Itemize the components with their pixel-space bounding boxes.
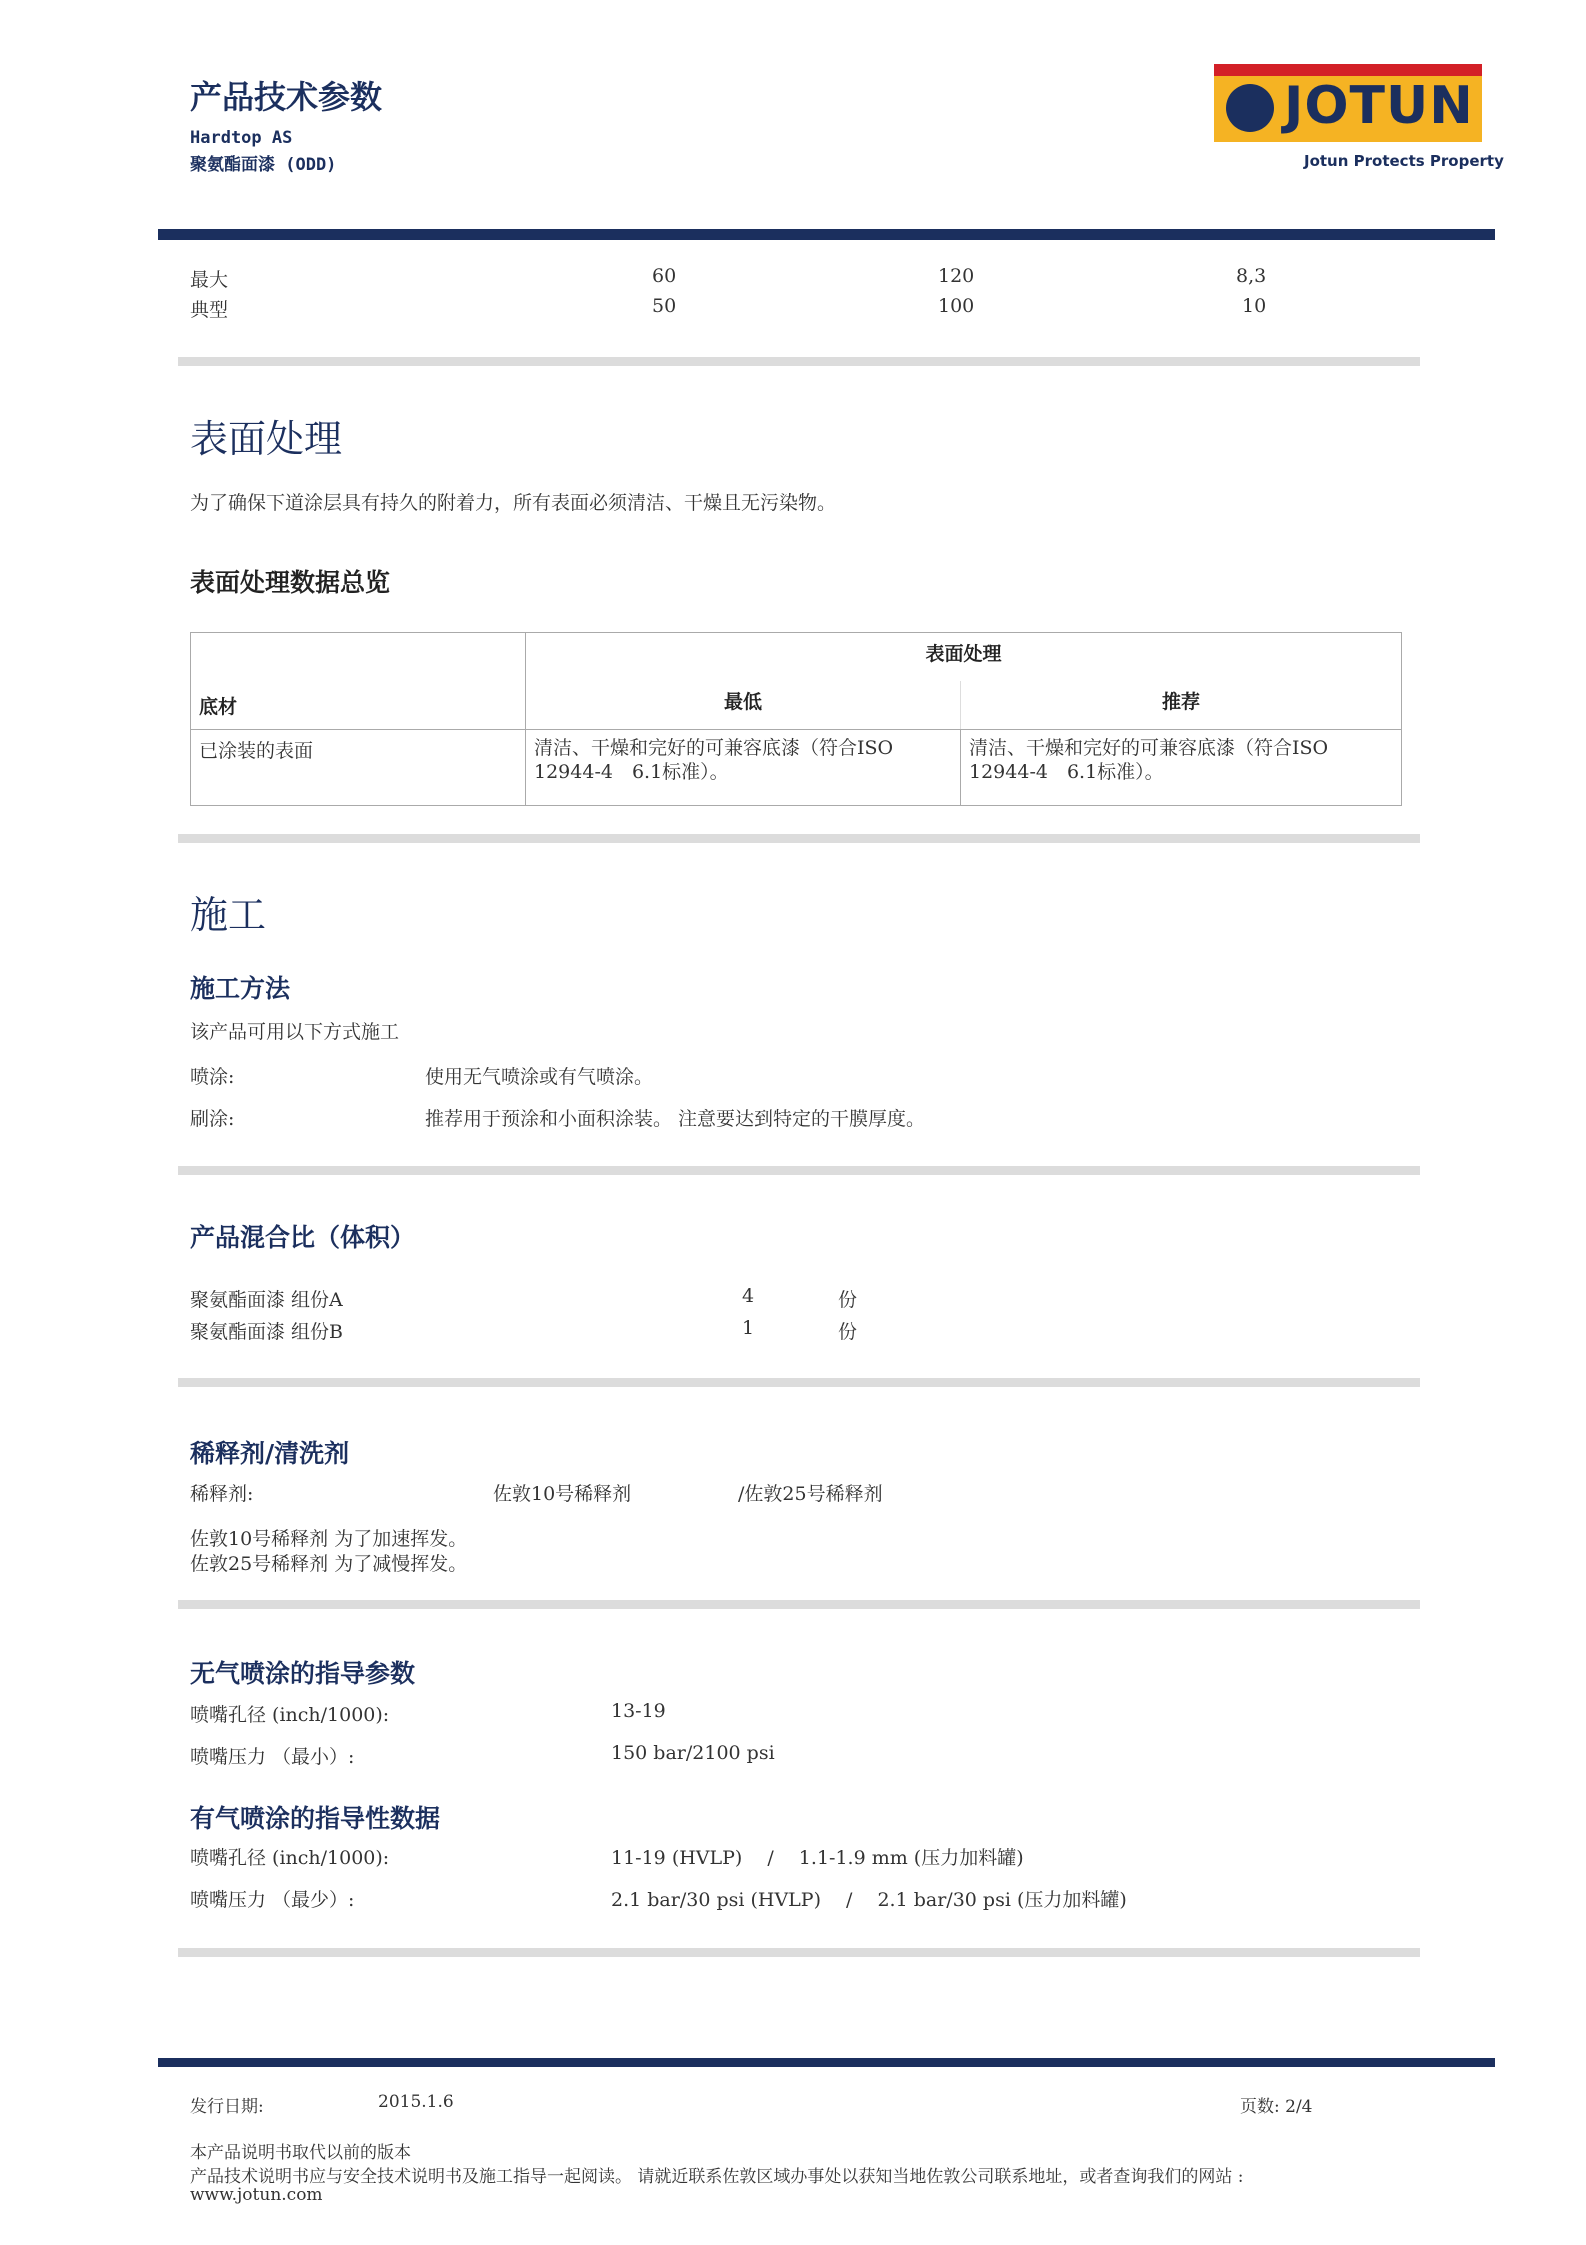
cell-rec: 清洁、干燥和完好的可兼容底漆（符合ISO 12944-4 6.1标准）。 bbox=[961, 730, 1402, 806]
airless-label: 喷嘴压力 （最小）: bbox=[190, 1746, 355, 1768]
mixing-name: 聚氨酯面漆 组份B bbox=[190, 1321, 344, 1343]
method-heading: 施工方法 bbox=[190, 974, 291, 1003]
section-divider bbox=[178, 1166, 1420, 1175]
airless-heading: 无气喷涂的指导参数 bbox=[190, 1659, 416, 1688]
method-value: 使用无气喷涂或有气喷涂。 bbox=[425, 1066, 654, 1088]
page-title: 产品技术参数 bbox=[190, 78, 383, 116]
film-row-value: 8,3 bbox=[1236, 265, 1267, 287]
film-row-label: 典型 bbox=[190, 299, 229, 321]
col-substrate: 底材 bbox=[191, 633, 526, 730]
surface-table bbox=[190, 632, 1402, 806]
mixing-qty: 1 bbox=[742, 1317, 755, 1339]
footer-rule bbox=[158, 2058, 1495, 2067]
air-spray-heading: 有气喷涂的指导性数据 bbox=[190, 1804, 441, 1833]
film-row-value: 10 bbox=[1242, 295, 1267, 317]
application-heading: 施工 bbox=[190, 893, 267, 937]
airless-label: 喷嘴孔径 (inch/1000): bbox=[190, 1704, 390, 1726]
header-rule bbox=[158, 229, 1495, 240]
cell-substrate: 已涂装的表面 bbox=[191, 730, 526, 806]
mixing-heading: 产品混合比（体积） bbox=[190, 1223, 416, 1252]
air-spray-label: 喷嘴孔径 (inch/1000): bbox=[190, 1847, 390, 1869]
col-group-header: 表面处理 bbox=[526, 633, 1402, 682]
thinner-heading: 稀释剂/清洗剂 bbox=[190, 1439, 350, 1468]
mixing-name: 聚氨酯面漆 组份A bbox=[190, 1289, 343, 1311]
logo-red-stripe bbox=[1214, 64, 1482, 76]
mixing-unit: 份 bbox=[838, 1321, 858, 1343]
thinner-note: 佐敦25号稀释剂 为了减慢挥发。 bbox=[190, 1553, 468, 1575]
page-number: 页数: 2/4 bbox=[1240, 2097, 1313, 2117]
surface-summary-heading: 表面处理数据总览 bbox=[190, 568, 391, 597]
mixing-unit: 份 bbox=[838, 1289, 858, 1311]
section-divider bbox=[178, 834, 1420, 843]
film-row-value: 100 bbox=[938, 295, 975, 317]
method-label: 刷涂: bbox=[190, 1108, 235, 1130]
website-link[interactable]: www.jotun.com bbox=[190, 2185, 323, 2205]
film-row-label: 最大 bbox=[190, 269, 229, 291]
film-row-value: 50 bbox=[652, 295, 677, 317]
mixing-qty: 4 bbox=[742, 1285, 755, 1307]
issue-label: 发行日期: bbox=[190, 2097, 264, 2117]
col-rec: 推荐 bbox=[961, 681, 1402, 730]
thinner-note: 佐敦10号稀释剂 为了加速挥发。 bbox=[190, 1528, 468, 1550]
section-divider bbox=[178, 1600, 1420, 1609]
thinner-value: 佐敦10号稀释剂 bbox=[493, 1483, 632, 1505]
cell-min: 清洁、干燥和完好的可兼容底漆（符合ISO 12944-4 6.1标准）。 bbox=[526, 730, 961, 806]
product-name: Hardtop AS bbox=[190, 128, 293, 148]
film-row-value: 120 bbox=[938, 265, 975, 287]
logo-tagline: Jotun Protects Property bbox=[1304, 152, 1504, 170]
logo-text: JOTUN bbox=[1284, 76, 1474, 136]
section-divider bbox=[178, 1948, 1420, 1957]
section-divider bbox=[178, 357, 1420, 366]
footer-line: 产品技术说明书应与安全技术说明书及施工指导一起阅读。 请就近联系佐敦区域办事处以获知当地佐敦公司联系地址，或者查询我们的网站 : bbox=[190, 2167, 1244, 2187]
thinner-label: 稀释剂: bbox=[190, 1483, 254, 1505]
method-value: 推荐用于预涂和小面积涂装。 注意要达到特定的干膜厚度。 bbox=[425, 1108, 926, 1130]
thinner-value: /佐敦25号稀释剂 bbox=[738, 1483, 883, 1505]
air-spray-value: 2.1 bar/30 psi (HVLP) / 2.1 bar/30 psi (压力加料罐) bbox=[611, 1889, 1127, 1911]
issue-date: 2015.1.6 bbox=[378, 2092, 454, 2112]
method-label: 喷涂: bbox=[190, 1066, 235, 1088]
footer-line: 本产品说明书取代以前的版本 bbox=[190, 2143, 411, 2163]
globe-icon bbox=[1226, 84, 1274, 132]
film-row-value: 60 bbox=[652, 265, 677, 287]
airless-value: 13-19 bbox=[611, 1700, 666, 1722]
air-spray-label: 喷嘴压力 （最少）: bbox=[190, 1889, 355, 1911]
air-spray-value: 11-19 (HVLP) / 1.1-1.9 mm (压力加料罐) bbox=[611, 1847, 1024, 1869]
surface-intro: 为了确保下道涂层具有持久的附着力，所有表面必须清洁、干燥且无污染物。 bbox=[190, 492, 837, 514]
col-min: 最低 bbox=[526, 681, 961, 730]
method-intro: 该产品可用以下方式施工 bbox=[190, 1021, 400, 1043]
section-divider bbox=[178, 1378, 1420, 1387]
product-subtitle: 聚氨酯面漆 (ODD) bbox=[190, 155, 337, 175]
airless-value: 150 bar/2100 psi bbox=[611, 1742, 775, 1764]
surface-heading: 表面处理 bbox=[190, 417, 343, 461]
